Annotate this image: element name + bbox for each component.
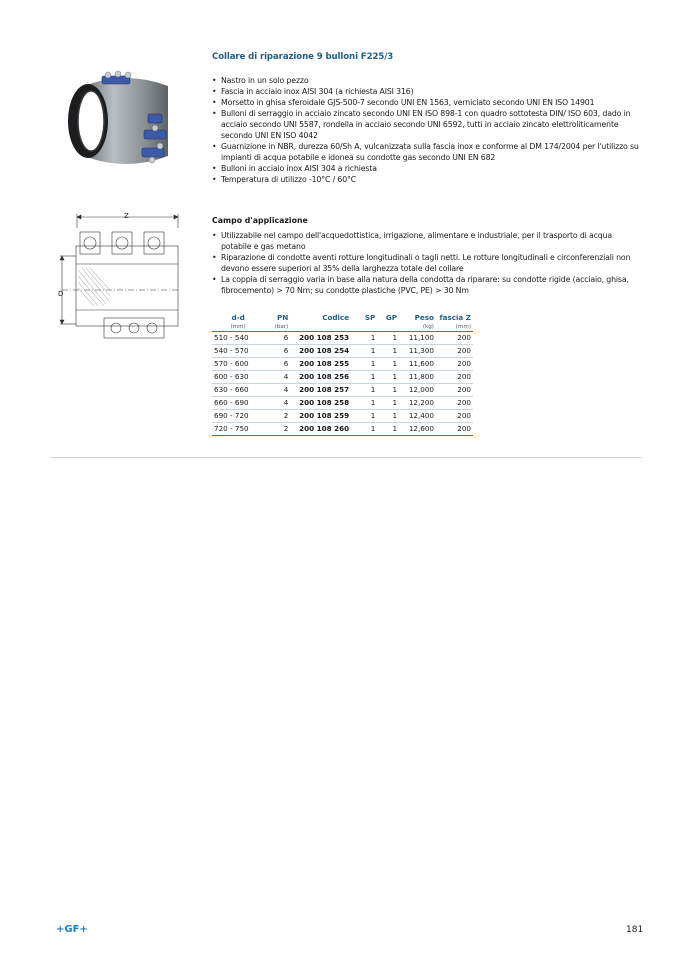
cell-gp: 1 — [377, 358, 399, 371]
col-header-code: Codice — [322, 313, 350, 322]
cell-code: 200 108 259 — [290, 410, 351, 423]
table-row — [212, 410, 473, 423]
cell-peso: 11,300 — [399, 345, 436, 358]
table-row — [212, 345, 473, 358]
col-header-pn: PN — [276, 313, 289, 322]
unit-peso: (kg) — [399, 323, 436, 332]
cell-peso: 12,600 — [399, 423, 436, 436]
cell-gp: 1 — [377, 371, 399, 384]
gf-logo: +GF+ — [56, 924, 88, 935]
table-row — [212, 384, 473, 397]
technical-drawing — [54, 206, 184, 351]
cell-gp: 1 — [377, 384, 399, 397]
cell-code: 200 108 258 — [290, 397, 351, 410]
cell-z: 200 — [436, 423, 473, 436]
cell-sp: 1 — [351, 410, 377, 423]
table-row — [212, 358, 473, 371]
cell-gp: 1 — [377, 345, 399, 358]
table-units-row — [212, 323, 473, 332]
cell-sp: 1 — [351, 345, 377, 358]
cell-code: 200 108 254 — [290, 345, 351, 358]
cell-z: 200 — [436, 332, 473, 345]
cell-pn: 4 — [264, 384, 290, 397]
table-row — [212, 332, 473, 345]
cell-z: 200 — [436, 397, 473, 410]
cell-dd: 570 - 600 — [212, 358, 264, 371]
list-item: • Utilizzabile nel campo dell'acquedottistica, irrigazione, alimentare e industriale, per il trasporto di acqua potabile e gas metano — [212, 230, 642, 252]
cell-pn: 4 — [264, 371, 290, 384]
cell-code: 200 108 256 — [290, 371, 351, 384]
divider — [50, 457, 642, 458]
cell-z: 200 — [436, 410, 473, 423]
application-list — [212, 230, 642, 296]
table-header-row — [212, 313, 473, 323]
cell-code: 200 108 257 — [290, 384, 351, 397]
col-header-peso: Peso — [414, 313, 434, 322]
cell-code: 200 108 255 — [290, 358, 351, 371]
list-item: • La coppia di serraggio varia in base alla natura della condotta da riparare: su condotte rigide (acciaio, ghisa, fibrocemento) > 70 Nm; su condotte plastiche (PVC, PE) > 30 Nm — [212, 274, 642, 296]
cell-pn: 2 — [264, 423, 290, 436]
product-photo — [56, 64, 186, 176]
list-item: • Riparazione di condotte aventi rotture longitudinali o tagli netti. Le rotture longitudinali e circonferenziali non devono essere superiori al 35% della larghezza totale del collare — [212, 252, 642, 274]
unit-z: (mm) — [436, 323, 473, 332]
cell-code: 200 108 253 — [290, 332, 351, 345]
table-row — [212, 397, 473, 410]
cell-peso: 11,100 — [399, 332, 436, 345]
spec-table — [212, 313, 473, 436]
cell-dd: 630 - 660 — [212, 384, 264, 397]
cell-dd: 600 - 630 — [212, 371, 264, 384]
table-row — [212, 423, 473, 436]
product-title: Collare di riparazione 9 bulloni F225/3 — [212, 52, 394, 62]
cell-dd: 660 - 690 — [212, 397, 264, 410]
cell-pn: 2 — [264, 410, 290, 423]
cell-gp: 1 — [377, 423, 399, 436]
cell-z: 200 — [436, 371, 473, 384]
cell-dd: 540 - 570 — [212, 345, 264, 358]
unit-pn: (bar) — [264, 323, 290, 332]
drawing-label-z: Z — [124, 212, 129, 220]
cell-gp: 1 — [377, 332, 399, 345]
cell-z: 200 — [436, 384, 473, 397]
cell-sp: 1 — [351, 384, 377, 397]
list-item: • Guarnizione in NBR, durezza 60/Sh A, vulcanizzata sulla fascia inox e conforme al DM 174/2004 per l'utilizzo su impianti di acqua potabile e idonea su condotte gas secondo UNI EN 682 — [212, 141, 642, 163]
cell-dd: 720 - 750 — [212, 423, 264, 436]
col-header-z: fascia Z — [439, 313, 471, 322]
drawing-label-d: D — [58, 290, 64, 298]
cell-sp: 1 — [351, 397, 377, 410]
cell-peso: 11,600 — [399, 358, 436, 371]
cell-sp: 1 — [351, 371, 377, 384]
feature-list — [212, 75, 642, 185]
cell-z: 200 — [436, 358, 473, 371]
cell-code: 200 108 260 — [290, 423, 351, 436]
cell-gp: 1 — [377, 397, 399, 410]
cell-pn: 6 — [264, 358, 290, 371]
cell-sp: 1 — [351, 423, 377, 436]
cell-peso: 12,000 — [399, 384, 436, 397]
cell-sp: 1 — [351, 332, 377, 345]
list-item: • Morsetto in ghisa sferoidale GJS-500-7 secondo UNI EN 1563, verniciato secondo UNI EN ISO 14901 — [212, 97, 642, 108]
list-item: • Temperatura di utilizzo -10°C / 60°C — [212, 174, 642, 185]
col-header-gp: GP — [385, 313, 398, 322]
cell-dd: 510 - 540 — [212, 332, 264, 345]
page-number: 181 — [626, 925, 644, 935]
cell-gp: 1 — [377, 410, 399, 423]
cell-peso: 12,400 — [399, 410, 436, 423]
list-item: • Bulloni di serraggio in acciaio zincato secondo UNI EN ISO 898-1 con quadro sottotesta DIN/ ISO 603, dado in acciaio secondo UNI 5587, rondella in acciaio secondo UNI 6592, tutti in acciaio zincato elettroliticamente secondo UNI EN ISO 4042 — [212, 108, 642, 141]
unit-dd: (mm) — [212, 323, 264, 332]
cell-sp: 1 — [351, 358, 377, 371]
list-item: • Fascia in acciaio inox AISI 304 (a richiesta AISI 316) — [212, 86, 642, 97]
table-row — [212, 371, 473, 384]
cell-pn: 6 — [264, 332, 290, 345]
application-heading: Campo d'applicazione — [212, 216, 308, 225]
list-item: • Bulloni in acciaio inox AISI 304 a richiesta — [212, 163, 642, 174]
col-header-sp: SP — [364, 313, 376, 322]
cell-pn: 6 — [264, 345, 290, 358]
cell-peso: 12,200 — [399, 397, 436, 410]
col-header-dd: d-d — [231, 313, 245, 322]
list-item: • Nastro in un solo pezzo — [212, 75, 642, 86]
cell-peso: 11,800 — [399, 371, 436, 384]
cell-dd: 690 - 720 — [212, 410, 264, 423]
cell-pn: 4 — [264, 397, 290, 410]
cell-z: 200 — [436, 345, 473, 358]
